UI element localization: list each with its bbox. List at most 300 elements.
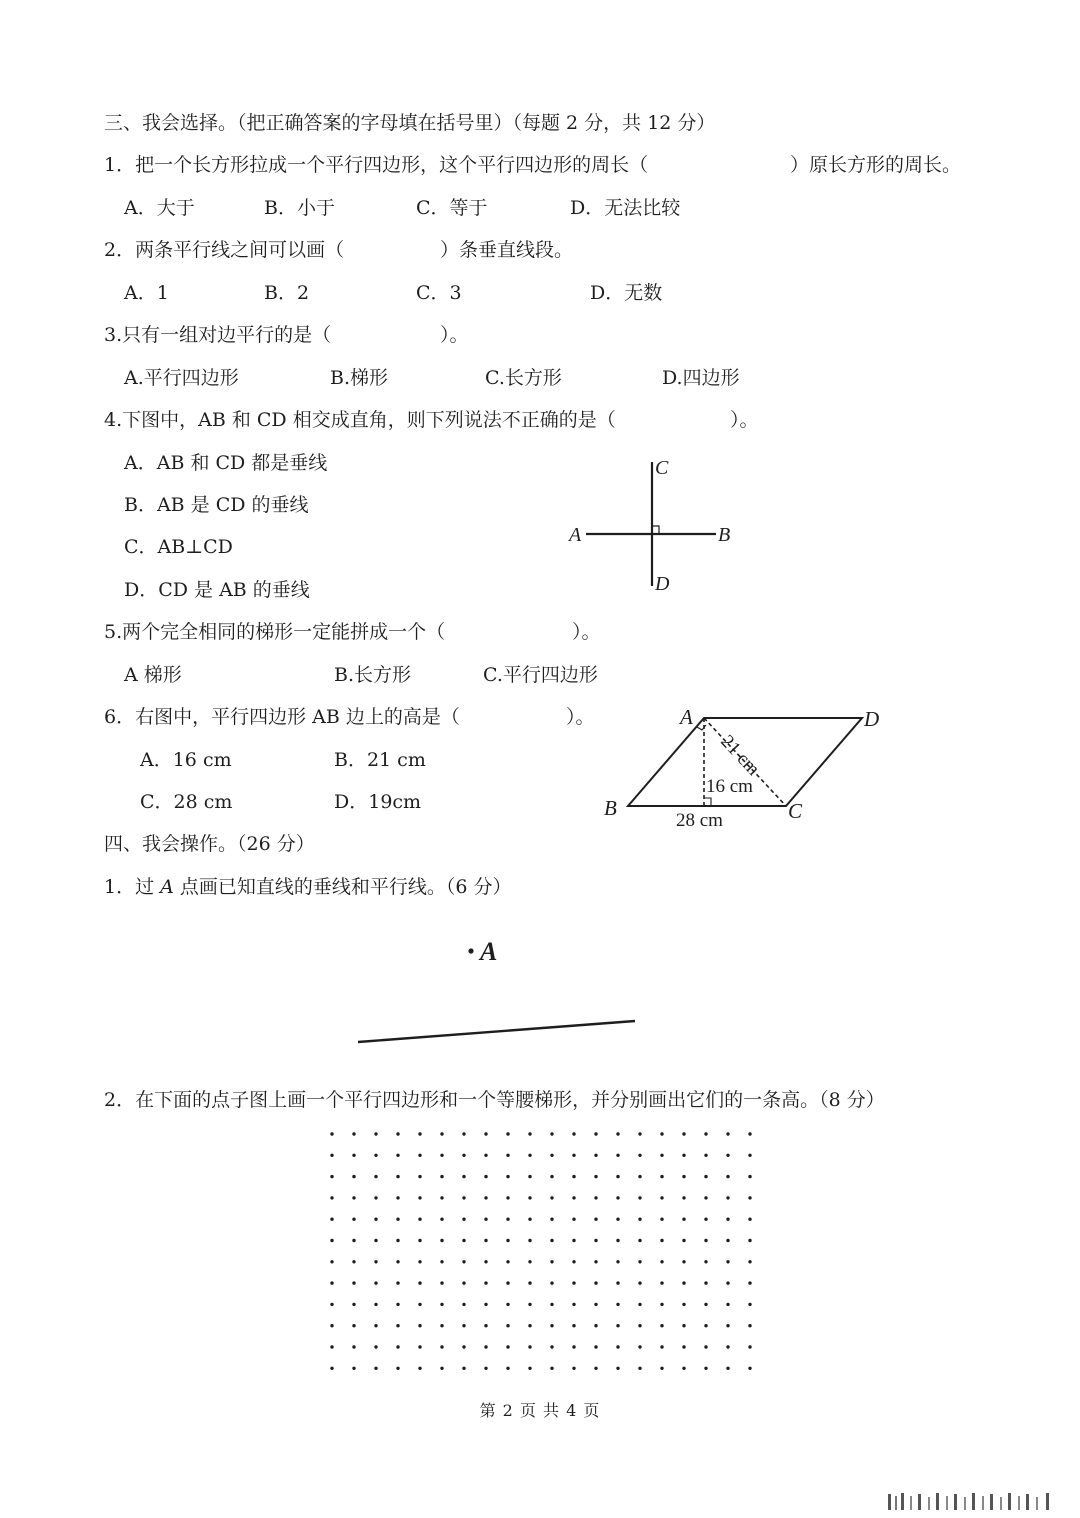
op-q2-stem: 2．在下面的点子图上画一个平行四边形和一个等腰梯形，并分别画出它们的一条高。（8 分） xyxy=(104,1089,885,1111)
grid-dot xyxy=(616,1175,619,1178)
q1-stem-end: ）原长方形的周长。 xyxy=(790,154,962,176)
grid-dot xyxy=(594,1367,597,1370)
grid-dot xyxy=(594,1154,597,1157)
grid-dot xyxy=(418,1218,421,1221)
grid-dot xyxy=(616,1260,619,1263)
grid-dot xyxy=(506,1132,509,1135)
grid-dot xyxy=(506,1324,509,1327)
grid-dot xyxy=(506,1218,509,1221)
q6-stem-start: 6．右图中，平行四边形 AB 边上的高是（ xyxy=(104,706,460,728)
grid-dot xyxy=(440,1175,443,1178)
grid-dot xyxy=(572,1303,575,1306)
grid-dot xyxy=(748,1303,751,1306)
grid-dot xyxy=(484,1175,487,1178)
grid-dot xyxy=(572,1239,575,1242)
grid-dot xyxy=(506,1154,509,1157)
grid-dot xyxy=(528,1154,531,1157)
grid-dot xyxy=(418,1154,421,1157)
grid-dot xyxy=(462,1239,465,1242)
grid-dot xyxy=(550,1196,553,1199)
grid-dot xyxy=(572,1367,575,1370)
grid-dot xyxy=(440,1154,443,1157)
grid-dot xyxy=(682,1345,685,1348)
q5-stem-start: 5.两个完全相同的梯形一定能拼成一个（ xyxy=(104,621,446,643)
grid-dot xyxy=(726,1260,729,1263)
grid-dot xyxy=(374,1154,377,1157)
grid-dot xyxy=(660,1132,663,1135)
grid-dot xyxy=(528,1303,531,1306)
base-length-label: 28 cm xyxy=(676,810,723,831)
grid-dot xyxy=(682,1196,685,1199)
grid-dot xyxy=(330,1154,333,1157)
grid-dot xyxy=(638,1281,641,1284)
grid-dot xyxy=(594,1345,597,1348)
q5-option-a: A 梯形 xyxy=(124,664,182,686)
dot-grid[interactable] xyxy=(320,1120,760,1370)
label-d: D xyxy=(864,707,880,731)
grid-dot xyxy=(550,1324,553,1327)
grid-dot xyxy=(396,1324,399,1327)
grid-dot xyxy=(572,1196,575,1199)
grid-dot xyxy=(550,1345,553,1348)
grid-dot xyxy=(462,1345,465,1348)
grid-dot xyxy=(374,1175,377,1178)
grid-dot xyxy=(594,1239,597,1242)
grid-dot xyxy=(616,1218,619,1221)
grid-dot xyxy=(418,1367,421,1370)
grid-dot xyxy=(682,1239,685,1242)
grid-dot xyxy=(418,1239,421,1242)
grid-dot xyxy=(726,1367,729,1370)
grid-dot xyxy=(726,1324,729,1327)
grid-dot xyxy=(660,1175,663,1178)
grid-dot xyxy=(748,1260,751,1263)
grid-dot xyxy=(704,1281,707,1284)
grid-dot xyxy=(726,1239,729,1242)
grid-dot xyxy=(484,1303,487,1306)
perpendicular-lines-figure xyxy=(560,450,760,600)
q1-option-c: C．等于 xyxy=(416,197,488,219)
grid-dot xyxy=(748,1367,751,1370)
grid-dot xyxy=(682,1132,685,1135)
grid-dot xyxy=(440,1260,443,1263)
q5-stem-end: ）。 xyxy=(572,621,601,643)
grid-dot xyxy=(396,1154,399,1157)
grid-dot xyxy=(418,1196,421,1199)
grid-dot xyxy=(682,1281,685,1284)
grid-dot xyxy=(374,1260,377,1263)
grid-dot xyxy=(462,1218,465,1221)
label-a: A xyxy=(680,705,693,729)
grid-dot xyxy=(660,1303,663,1306)
grid-dot xyxy=(704,1345,707,1348)
parallelogram-figure xyxy=(596,700,896,840)
grid-dot xyxy=(440,1239,443,1242)
grid-dot xyxy=(638,1196,641,1199)
grid-dot xyxy=(484,1345,487,1348)
grid-dot xyxy=(330,1239,333,1242)
grid-dot xyxy=(660,1324,663,1327)
grid-dot xyxy=(440,1132,443,1135)
grid-dot xyxy=(374,1239,377,1242)
op-q1-stem-start: 1．过 xyxy=(104,876,161,898)
q1-stem-start: 1．把一个长方形拉成一个平行四边形，这个平行四边形的周长（ xyxy=(104,154,649,176)
grid-dot xyxy=(484,1218,487,1221)
op-q1-stem xyxy=(104,878,512,897)
grid-dot xyxy=(396,1303,399,1306)
grid-dot xyxy=(352,1196,355,1199)
q5-option-c: C.平行四边形 xyxy=(483,664,598,686)
grid-dot xyxy=(462,1367,465,1370)
diagonal-length-label: 21 cm xyxy=(716,731,764,780)
grid-dot xyxy=(726,1175,729,1178)
grid-dot xyxy=(528,1345,531,1348)
grid-dot xyxy=(374,1196,377,1199)
grid-dot xyxy=(484,1154,487,1157)
grid-dot xyxy=(396,1345,399,1348)
grid-dot xyxy=(550,1260,553,1263)
grid-dot xyxy=(660,1196,663,1199)
grid-dot xyxy=(528,1196,531,1199)
label-c: C xyxy=(788,799,803,823)
grid-dot xyxy=(616,1196,619,1199)
grid-dot xyxy=(704,1303,707,1306)
grid-dot xyxy=(638,1303,641,1306)
point-a-dot xyxy=(468,948,473,953)
grid-dot xyxy=(484,1281,487,1284)
grid-dot xyxy=(396,1175,399,1178)
grid-dot xyxy=(550,1154,553,1157)
label-c: C xyxy=(655,457,669,479)
q1-option-a: A．大于 xyxy=(124,197,195,219)
grid-dot xyxy=(572,1175,575,1178)
grid-dot xyxy=(682,1218,685,1221)
q4-option-a: A．AB 和 CD 都是垂线 xyxy=(124,452,328,474)
grid-dot xyxy=(396,1196,399,1199)
q2-option-b: B．2 xyxy=(264,282,310,304)
grid-dot xyxy=(704,1154,707,1157)
grid-dot xyxy=(638,1175,641,1178)
grid-dot xyxy=(484,1196,487,1199)
grid-dot xyxy=(330,1218,333,1221)
label-d: D xyxy=(655,573,670,595)
grid-dot xyxy=(550,1132,553,1135)
grid-dot xyxy=(484,1367,487,1370)
grid-dot xyxy=(462,1303,465,1306)
grid-dot xyxy=(506,1196,509,1199)
q6-option-c: C．28 cm xyxy=(140,791,233,813)
grid-dot xyxy=(528,1132,531,1135)
grid-dot xyxy=(528,1175,531,1178)
op-q1-stem-end: 点画已知直线的垂线和平行线。（6 分） xyxy=(173,876,512,898)
grid-dot xyxy=(528,1367,531,1370)
grid-dot xyxy=(638,1132,641,1135)
q2-option-c: C．3 xyxy=(416,282,462,304)
grid-dot xyxy=(396,1132,399,1135)
grid-dot xyxy=(352,1367,355,1370)
grid-dot xyxy=(704,1260,707,1263)
q3-option-d: D.四边形 xyxy=(662,367,740,389)
grid-dot xyxy=(462,1175,465,1178)
label-b: B xyxy=(718,524,731,546)
grid-dot xyxy=(572,1260,575,1263)
grid-dot xyxy=(352,1281,355,1284)
grid-dot xyxy=(462,1260,465,1263)
grid-dot xyxy=(374,1281,377,1284)
grid-dot xyxy=(506,1260,509,1263)
grid-dot xyxy=(440,1324,443,1327)
grid-dot xyxy=(660,1367,663,1370)
grid-dot xyxy=(352,1303,355,1306)
grid-dot xyxy=(660,1260,663,1263)
grid-dot xyxy=(594,1132,597,1135)
grid-dot xyxy=(418,1345,421,1348)
grid-dot xyxy=(528,1324,531,1327)
q2-stem-end: ）条垂直线段。 xyxy=(440,239,574,261)
q4-stem-start: 4.下图中，AB 和 CD 相交成直角，则下列说法不正确的是（ xyxy=(104,409,616,431)
page-footer: 第 2 页 共 4 页 xyxy=(479,1401,601,1420)
grid-dot xyxy=(462,1132,465,1135)
grid-dot xyxy=(330,1324,333,1327)
grid-dot xyxy=(330,1367,333,1370)
q6-stem-end: ）。 xyxy=(566,706,595,728)
grid-dot xyxy=(660,1154,663,1157)
grid-dot xyxy=(352,1175,355,1178)
grid-dot xyxy=(440,1218,443,1221)
grid-dot xyxy=(704,1367,707,1370)
grid-dot xyxy=(638,1260,641,1263)
grid-dot xyxy=(418,1281,421,1284)
grid-dot xyxy=(748,1132,751,1135)
grid-dot xyxy=(726,1154,729,1157)
grid-dot xyxy=(352,1132,355,1135)
grid-dot xyxy=(726,1218,729,1221)
q3-stem-end: ）。 xyxy=(440,324,469,346)
grid-dot xyxy=(572,1345,575,1348)
q5-option-b: B.长方形 xyxy=(334,664,412,686)
grid-dot xyxy=(748,1239,751,1242)
grid-dot xyxy=(682,1154,685,1157)
grid-dot xyxy=(506,1303,509,1306)
grid-dot xyxy=(418,1324,421,1327)
q3-option-b: B.梯形 xyxy=(330,367,389,389)
grid-dot xyxy=(484,1324,487,1327)
grid-dot xyxy=(506,1281,509,1284)
grid-dot xyxy=(682,1175,685,1178)
grid-dot xyxy=(726,1281,729,1284)
grid-dot xyxy=(616,1281,619,1284)
grid-dot xyxy=(396,1218,399,1221)
grid-dot xyxy=(704,1196,707,1199)
grid-dot xyxy=(506,1367,509,1370)
grid-dot xyxy=(440,1345,443,1348)
grid-dot xyxy=(374,1303,377,1306)
q1-option-b: B．小于 xyxy=(264,197,335,219)
op-q1-stem-point: A xyxy=(160,876,174,898)
grid-dot xyxy=(616,1345,619,1348)
grid-dot xyxy=(726,1303,729,1306)
grid-dot xyxy=(550,1281,553,1284)
q4-option-d: D．CD 是 AB 的垂线 xyxy=(124,579,310,601)
grid-dot xyxy=(572,1154,575,1157)
point-and-line-figure xyxy=(340,930,660,1060)
grid-dot xyxy=(396,1367,399,1370)
q2-option-a: A．1 xyxy=(124,282,169,304)
grid-dot xyxy=(462,1281,465,1284)
grid-dot xyxy=(484,1132,487,1135)
grid-dot xyxy=(528,1218,531,1221)
grid-dot xyxy=(660,1281,663,1284)
grid-dot xyxy=(748,1345,751,1348)
q6-option-b: B．21 cm xyxy=(334,749,426,771)
grid-dot xyxy=(616,1303,619,1306)
grid-dot xyxy=(330,1132,333,1135)
grid-dot xyxy=(748,1154,751,1157)
q3-option-c: C.长方形 xyxy=(485,367,562,389)
grid-dot xyxy=(616,1324,619,1327)
point-a-label: A xyxy=(480,937,498,966)
grid-dot xyxy=(330,1196,333,1199)
grid-dot xyxy=(374,1324,377,1327)
grid-dot xyxy=(506,1175,509,1178)
grid-dot xyxy=(594,1324,597,1327)
grid-dot xyxy=(418,1132,421,1135)
grid-dot xyxy=(330,1303,333,1306)
grid-dot xyxy=(572,1324,575,1327)
grid-dot xyxy=(330,1281,333,1284)
grid-dot xyxy=(528,1260,531,1263)
grid-dot xyxy=(440,1281,443,1284)
grid-dot xyxy=(660,1345,663,1348)
grid-dot xyxy=(704,1324,707,1327)
q3-option-a: A.平行四边形 xyxy=(124,367,239,389)
grid-dot xyxy=(330,1175,333,1178)
grid-dot xyxy=(748,1175,751,1178)
section-4-title: 四、我会操作。（26 分） xyxy=(104,833,315,855)
grid-dot xyxy=(638,1367,641,1370)
grid-dot xyxy=(352,1218,355,1221)
grid-dot xyxy=(550,1239,553,1242)
grid-dot xyxy=(638,1324,641,1327)
grid-dot xyxy=(374,1367,377,1370)
grid-dot xyxy=(594,1196,597,1199)
grid-dot xyxy=(594,1218,597,1221)
grid-dot xyxy=(506,1239,509,1242)
watermark-marks xyxy=(888,1492,1056,1512)
grid-dot xyxy=(528,1281,531,1284)
grid-dot xyxy=(396,1260,399,1263)
grid-dot xyxy=(682,1303,685,1306)
q2-option-d: D．无数 xyxy=(590,282,663,304)
grid-dot xyxy=(330,1260,333,1263)
grid-dot xyxy=(726,1132,729,1135)
grid-dot xyxy=(748,1196,751,1199)
grid-dot xyxy=(352,1345,355,1348)
grid-dot xyxy=(616,1367,619,1370)
grid-dot xyxy=(440,1367,443,1370)
grid-dot xyxy=(704,1132,707,1135)
grid-dot xyxy=(638,1218,641,1221)
grid-dot xyxy=(550,1218,553,1221)
grid-dot xyxy=(748,1324,751,1327)
grid-dot xyxy=(704,1239,707,1242)
grid-dot xyxy=(616,1132,619,1135)
grid-dot xyxy=(616,1154,619,1157)
grid-dot xyxy=(396,1281,399,1284)
grid-dot xyxy=(374,1132,377,1135)
grid-dot xyxy=(748,1281,751,1284)
label-b: B xyxy=(604,796,617,820)
q6-option-d: D．19cm xyxy=(334,791,422,813)
grid-dot xyxy=(682,1367,685,1370)
grid-dot xyxy=(660,1239,663,1242)
grid-dot xyxy=(682,1324,685,1327)
grid-dot xyxy=(726,1345,729,1348)
grid-dot xyxy=(418,1175,421,1178)
grid-dot xyxy=(682,1260,685,1263)
grid-dot xyxy=(638,1154,641,1157)
grid-dot xyxy=(572,1218,575,1221)
label-a: A xyxy=(569,524,582,546)
grid-dot xyxy=(374,1345,377,1348)
grid-dot xyxy=(748,1218,751,1221)
grid-dot xyxy=(484,1260,487,1263)
grid-dot xyxy=(550,1175,553,1178)
grid-dot xyxy=(572,1281,575,1284)
grid-dot xyxy=(440,1196,443,1199)
height-length-label: 16 cm xyxy=(706,776,753,797)
grid-dot xyxy=(418,1303,421,1306)
grid-dot xyxy=(550,1303,553,1306)
grid-dot xyxy=(550,1367,553,1370)
given-line xyxy=(358,1021,635,1042)
grid-dot xyxy=(462,1196,465,1199)
grid-dot xyxy=(484,1239,487,1242)
q1-option-d: D．无法比较 xyxy=(570,197,681,219)
grid-dot xyxy=(726,1196,729,1199)
q4-option-b: B．AB 是 CD 的垂线 xyxy=(124,494,309,516)
grid-dot xyxy=(638,1239,641,1242)
grid-dot xyxy=(528,1239,531,1242)
grid-dot xyxy=(594,1260,597,1263)
q3-stem-start: 3.只有一组对边平行的是（ xyxy=(104,324,332,346)
grid-dot xyxy=(506,1345,509,1348)
grid-dot xyxy=(594,1303,597,1306)
q4-stem-end: ）。 xyxy=(730,409,759,431)
grid-dot xyxy=(374,1218,377,1221)
grid-dot xyxy=(616,1239,619,1242)
grid-dot xyxy=(352,1260,355,1263)
grid-dot xyxy=(594,1175,597,1178)
grid-dot xyxy=(418,1260,421,1263)
grid-dot xyxy=(704,1218,707,1221)
grid-dot xyxy=(462,1324,465,1327)
grid-dot xyxy=(396,1239,399,1242)
grid-dot xyxy=(352,1239,355,1242)
grid-dot xyxy=(704,1175,707,1178)
grid-dot xyxy=(660,1218,663,1221)
grid-dot xyxy=(330,1345,333,1348)
grid-dot xyxy=(462,1154,465,1157)
grid-dot xyxy=(572,1132,575,1135)
section-3-title: 三、我会选择。（把正确答案的字母填在括号里）（每题 2 分，共 12 分） xyxy=(104,112,716,134)
grid-dot xyxy=(638,1345,641,1348)
q4-option-c: C．AB⊥CD xyxy=(124,536,233,558)
right-angle-mark-base xyxy=(704,798,711,806)
grid-dot xyxy=(352,1154,355,1157)
q2-stem-start: 2．两条平行线之间可以画（ xyxy=(104,239,345,261)
grid-dot xyxy=(594,1281,597,1284)
